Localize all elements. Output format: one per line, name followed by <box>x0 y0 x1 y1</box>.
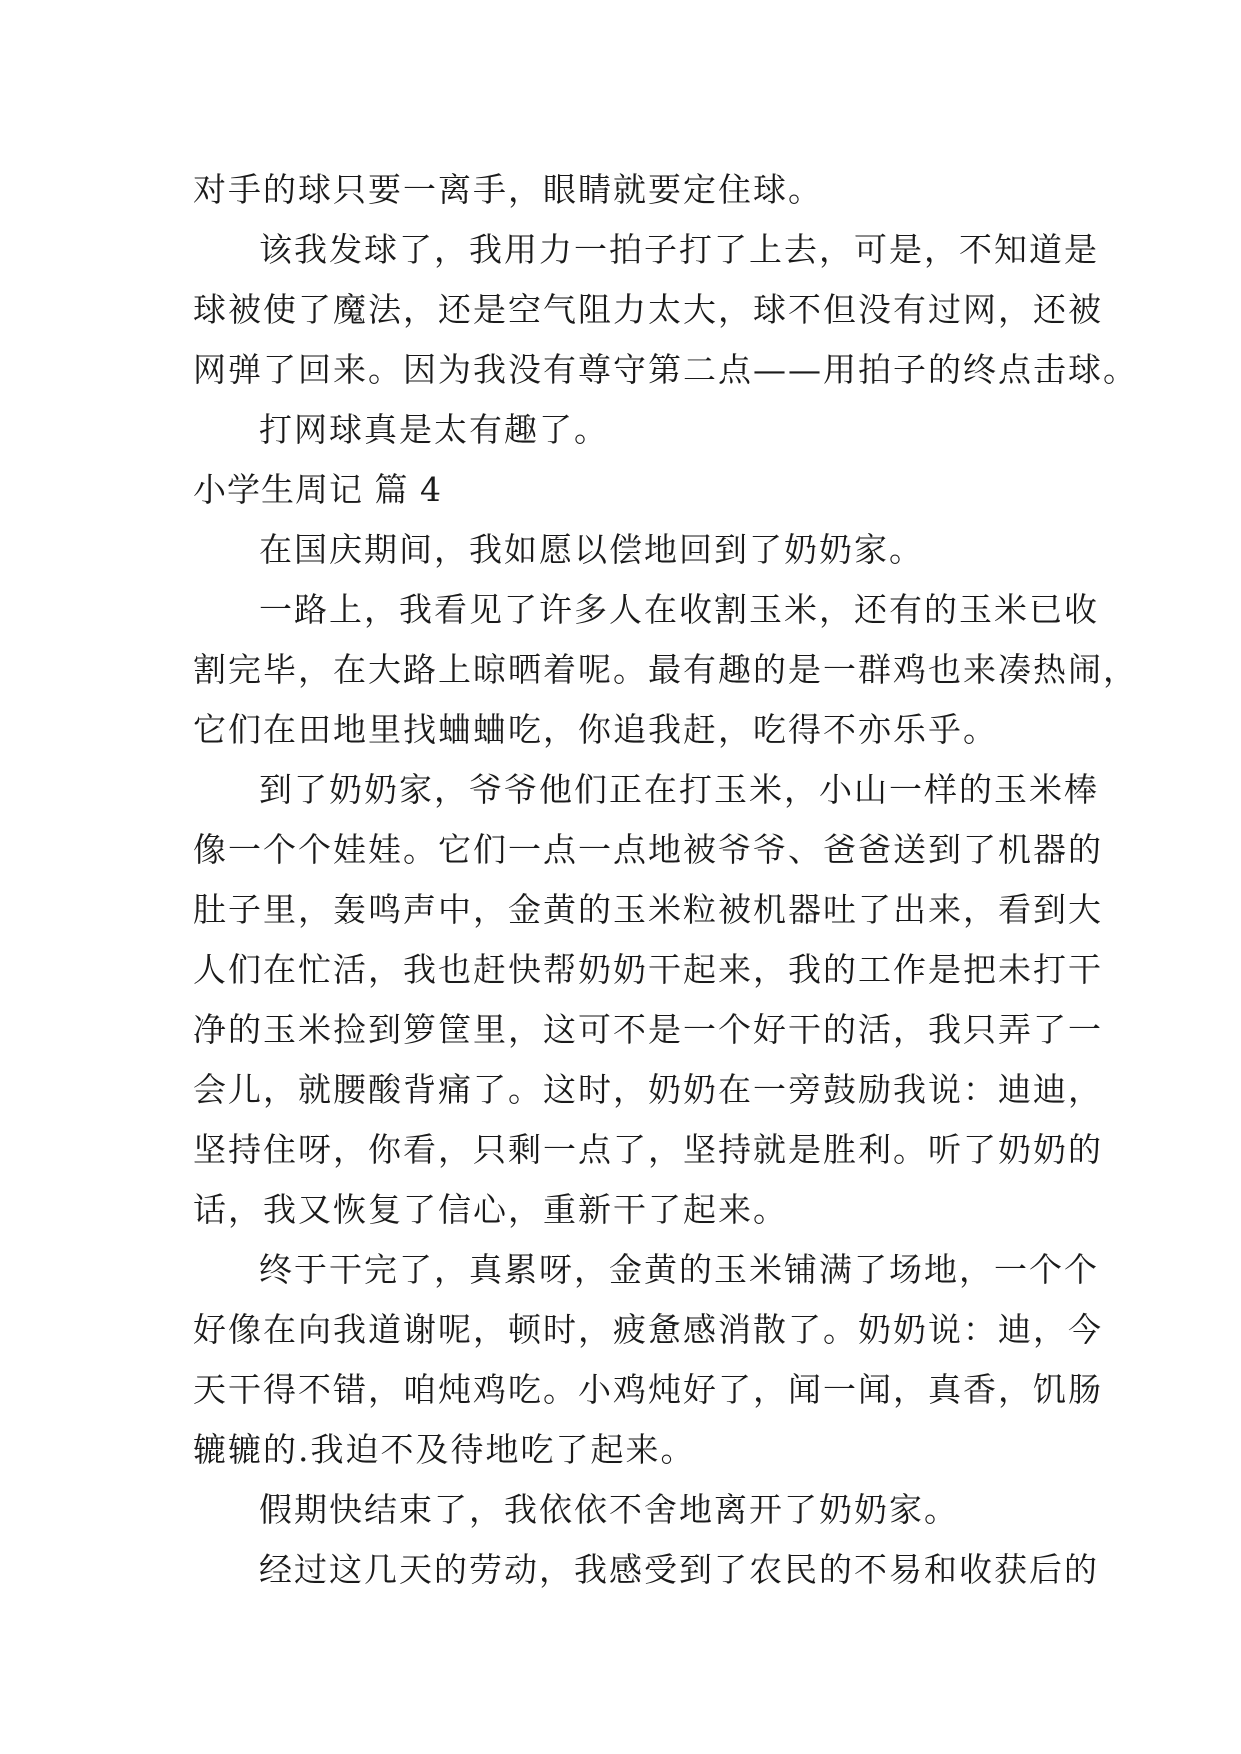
text-line: 肚子里，轰鸣声中，金黄的玉米粒被机器吐了出来，看到大 <box>193 890 1103 929</box>
text-line: 一路上，我看见了许多人在收割玉米，还有的玉米已收 <box>259 590 1099 629</box>
text-line: 天干得不错，咱炖鸡吃。小鸡炖好了，闻一闻，真香，饥肠 <box>193 1370 1103 1409</box>
text-line: 该我发球了，我用力一拍子打了上去，可是，不知道是 <box>259 230 1099 269</box>
text-line: 人们在忙活，我也赶快帮奶奶干起来，我的工作是把未打干 <box>193 950 1103 989</box>
text-line: 球被使了魔法，还是空气阻力太大，球不但没有过网，还被 <box>193 290 1103 329</box>
text-line: 净的玉米捡到箩筐里，这可不是一个好干的活，我只弄了一 <box>193 1010 1103 1049</box>
text-line: 到了奶奶家，爷爷他们正在打玉米，小山一样的玉米棒 <box>259 770 1099 809</box>
text-line: 经过这几天的劳动，我感受到了农民的不易和收获后的 <box>259 1550 1099 1589</box>
text-line: 它们在田地里找蛐蛐吃，你追我赶，吃得不亦乐乎。 <box>193 710 998 749</box>
text-line: 话，我又恢复了信心，重新干了起来。 <box>193 1190 788 1229</box>
text-line: 打网球真是太有趣了。 <box>259 410 609 449</box>
text-line: 辘辘的.我迫不及待地吃了起来。 <box>193 1430 696 1469</box>
text-line: 割完毕，在大路上晾晒着呢。最有趣的是一群鸡也来凑热闹， <box>193 650 1138 689</box>
text-line: 会儿，就腰酸背痛了。这时，奶奶在一旁鼓励我说：迪迪， <box>193 1070 1103 1109</box>
text-line: 坚持住呀，你看，只剩一点了，坚持就是胜利。听了奶奶的 <box>193 1130 1103 1169</box>
text-line: 对手的球只要一离手，眼睛就要定住球。 <box>193 170 823 209</box>
text-line: 在国庆期间，我如愿以偿地回到了奶奶家。 <box>259 530 924 569</box>
text-line: 好像在向我道谢呢，顿时，疲惫感消散了。奶奶说：迪，今 <box>193 1310 1103 1349</box>
text-line: 假期快结束了，我依依不舍地离开了奶奶家。 <box>259 1490 959 1529</box>
text-line: 终于干完了，真累呀，金黄的玉米铺满了场地，一个个 <box>259 1250 1099 1289</box>
section-heading: 小学生周记 篇 4 <box>193 470 442 509</box>
text-line: 像一个个娃娃。它们一点一点地被爷爷、爸爸送到了机器的 <box>193 830 1103 869</box>
text-line: 网弹了回来。因为我没有尊守第二点——用拍子的终点击球。 <box>193 350 1138 389</box>
document-page <box>193 160 1138 1600</box>
